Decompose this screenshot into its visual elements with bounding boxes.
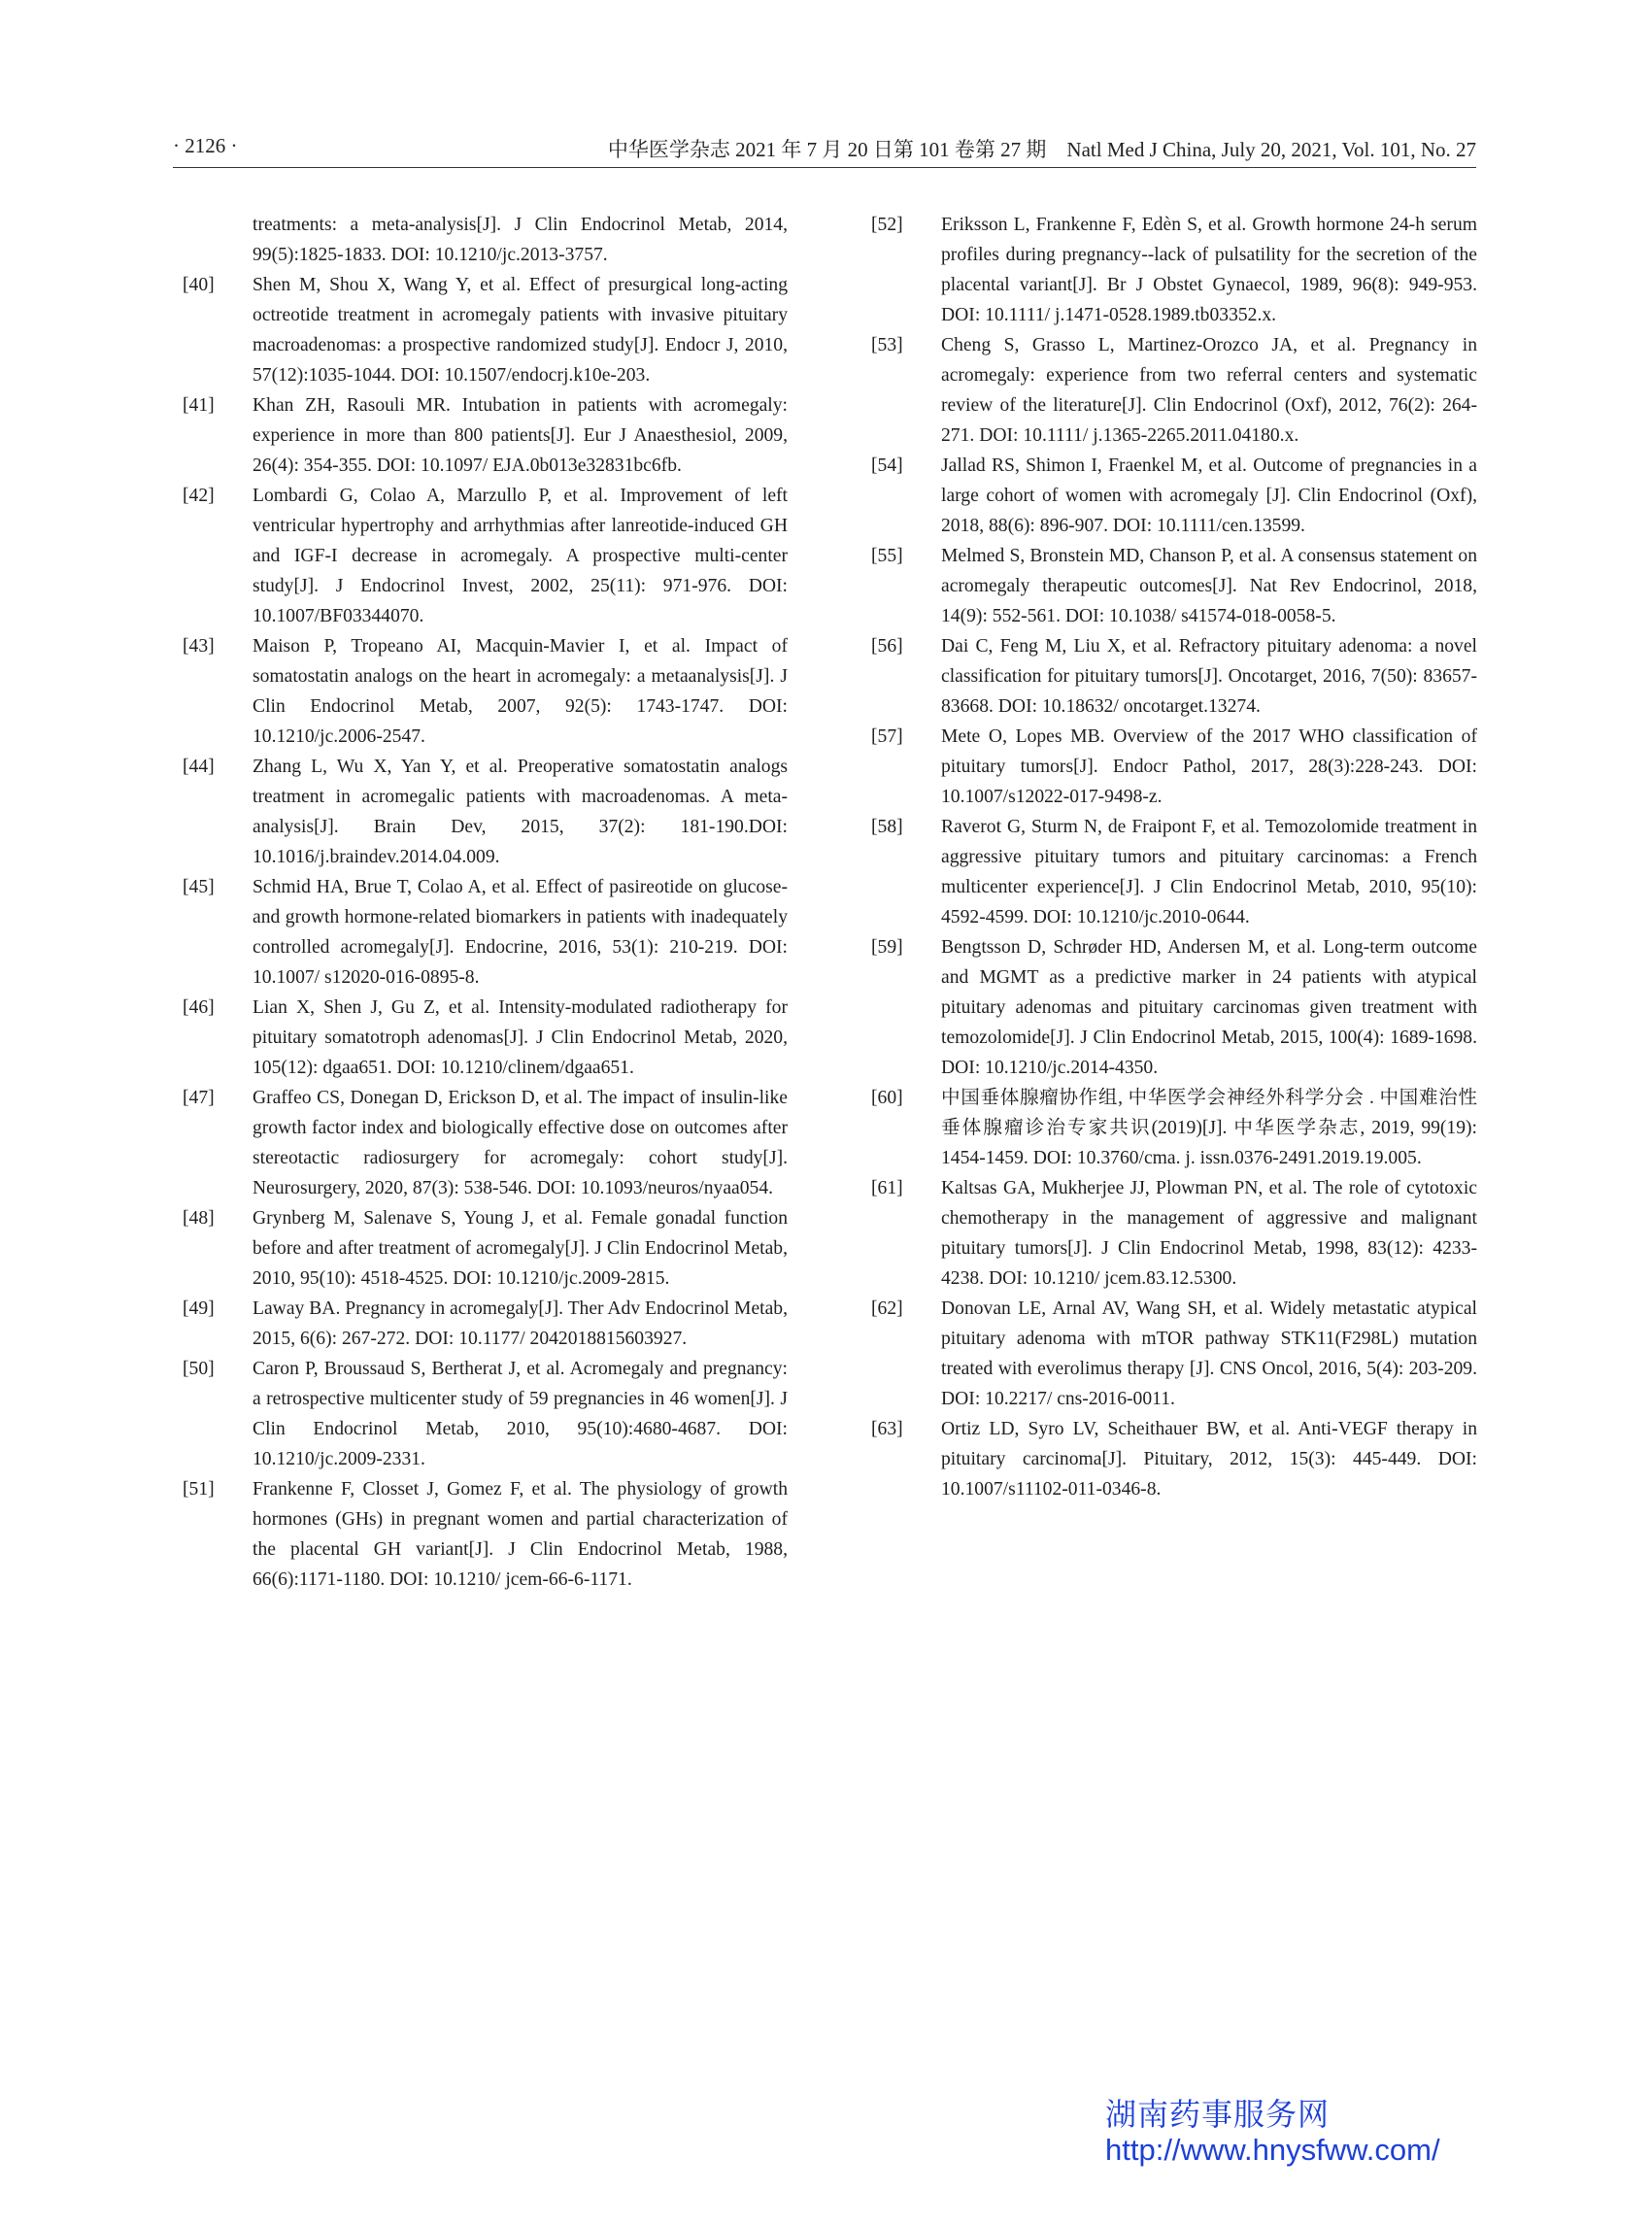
reference-text: Kaltsas GA, Mukherjee JJ, Plowman PN, et al. The role of cytotoxic chemotherapy in the management of aggressive and malignant pituitary tumors[J]. J Clin Endocrinol Metab, 1998, 83(12): 4233-4238. DOI: 10.1210/ jcem.83.12.5300. xyxy=(941,1178,1477,1289)
reference-item xyxy=(183,1083,788,1203)
reference-item xyxy=(183,1294,788,1354)
reference-number: [57] xyxy=(871,726,903,747)
reference-text: Lombardi G, Colao A, Marzullo P, et al. Improvement of left ventricular hypertrophy and arrhythmias after lanreotide-induced GH and IGF-I decrease in acromegaly. A prospective multi-center study[J]. J Endocrinol Invest, 2002, 25(11): 971-976. DOI: 10.1007/BF03344070. xyxy=(253,486,788,626)
reference-number: [43] xyxy=(183,636,215,657)
reference-text: Graffeo CS, Donegan D, Erickson D, et al. The impact of insulin-like growth factor index and biologically effective dose on outcomes after stereotactic radiosurgery for acromegaly: cohort study[J]. Neurosurgery, 2020, 87(3): 538-546. DOI: 10.1093/neuros/nyaa054. xyxy=(253,1088,788,1198)
reference-number: [51] xyxy=(183,1479,215,1500)
reference-number: [53] xyxy=(871,335,903,355)
reference-item xyxy=(183,481,788,631)
reference-number: [50] xyxy=(183,1359,215,1379)
reference-item xyxy=(183,752,788,872)
reference-item xyxy=(183,270,788,390)
watermark xyxy=(1105,2096,1440,2168)
reference-text: Cheng S, Grasso L, Martinez-Orozco JA, et al. Pregnancy in acromegaly: experience from two referral centers and systematic review of the literature[J]. Clin Endocrinol (Oxf), 2012, 76(2): 264-271. DOI: 10.1111/ j.1365-2265.2011.04180.x. xyxy=(941,335,1477,446)
reference-text: Bengtsson D, Schrøder HD, Andersen M, et al. Long-term outcome and MGMT as a predictive marker in 24 patients with atypical pituitary adenomas and pituitary carcinomas given treatment with temozolomide[J]. J Clin Endocrinol Metab, 2015, 100(4): 1689-1698. DOI: 10.1210/jc.2014-4350. xyxy=(941,937,1477,1078)
reference-text: Dai C, Feng M, Liu X, et al. Refractory pituitary adenoma: a novel classification for pituitary tumors[J]. Oncotarget, 2016, 7(50): 83657-83668. DOI: 10.18632/ oncotarget.13274. xyxy=(941,636,1477,717)
reference-text: Caron P, Broussaud S, Bertherat J, et al. Acromegaly and pregnancy: a retrospective multicenter study of 59 pregnancies in 46 women[J]. J Clin Endocrinol Metab, 2010, 95(10):4680-4687. DOI: 10.1210/jc.2009-2331. xyxy=(253,1359,788,1469)
reference-item xyxy=(871,210,1477,330)
reference-item xyxy=(183,631,788,752)
reference-item xyxy=(871,722,1477,812)
reference-number: [54] xyxy=(871,455,903,476)
reference-item xyxy=(871,1173,1477,1294)
reference-text: Khan ZH, Rasouli MR. Intubation in patients with acromegaly: experience in more than 800 patients[J]. Eur J Anaesthesiol, 2009, 26(4): 354-355. DOI: 10.1097/ EJA.0b013e32831bc6fb. xyxy=(253,395,788,476)
reference-item xyxy=(871,932,1477,1083)
reference-item xyxy=(871,330,1477,451)
reference-item xyxy=(871,1294,1477,1414)
reference-text: Eriksson L, Frankenne F, Edèn S, et al. Growth hormone 24-h serum profiles during pregnancy--lack of pulsatility for the secretion of the placental variant[J]. Br J Obstet Gynaecol, 1989, 96(8): 949-953. DOI: 10.1111/ j.1471-0528.1989.tb03352.x. xyxy=(941,215,1477,325)
reference-item xyxy=(183,1354,788,1474)
reference-item xyxy=(871,541,1477,631)
reference-text: Melmed S, Bronstein MD, Chanson P, et al. A consensus statement on acromegaly therapeutic outcomes[J]. Nat Rev Endocrinol, 2018, 14(9): 552-561. DOI: 10.1038/ s41574-018-0058-5. xyxy=(941,546,1477,626)
reference-number: [47] xyxy=(183,1088,215,1108)
reference-number: [61] xyxy=(871,1178,903,1198)
reference-item xyxy=(183,1474,788,1595)
reference-text: Mete O, Lopes MB. Overview of the 2017 WHO classification of pituitary tumors[J]. Endocr Pathol, 2017, 28(3):228-243. DOI: 10.1007/s12022-017-9498-z. xyxy=(941,726,1477,807)
reference-item xyxy=(183,390,788,481)
reference-item xyxy=(871,631,1477,722)
reference-text: Schmid HA, Brue T, Colao A, et al. Effect of pasireotide on glucose-and growth hormone-related biomarkers in patients with inadequately controlled acromegaly[J]. Endocrine, 2016, 53(1): 210-219. DOI: 10.1007/ s12020-016-0895-8. xyxy=(253,877,788,988)
reference-number: [46] xyxy=(183,997,215,1018)
reference-text: Zhang L, Wu X, Yan Y, et al. Preoperative somatostatin analogs treatment in acromegalic patients with macroadenomas. A meta-analysis[J]. Brain Dev, 2015, 37(2): 181-190.DOI: 10.1016/j.braindev.2014.04.009. xyxy=(253,757,788,867)
reference-number: [40] xyxy=(183,275,215,295)
reference-item xyxy=(871,1083,1477,1173)
reference-text: treatments: a meta-analysis[J]. J Clin Endocrinol Metab, 2014, 99(5):1825-1833. DOI: 10.1210/jc.2013-3757. xyxy=(253,215,788,265)
reference-number: [41] xyxy=(183,395,215,416)
reference-text: Shen M, Shou X, Wang Y, et al. Effect of presurgical long-acting octreotide treatment in acromegaly patients with invasive pituitary macroadenomas: a prospective randomized study[J]. Endocr J, 2010, 57(12):1035-1044. DOI: 10.1507/endocrj.k10e-203. xyxy=(253,275,788,386)
reference-column-right xyxy=(871,210,1477,1504)
reference-item xyxy=(183,872,788,993)
page-header xyxy=(173,132,1476,168)
reference-text: Grynberg M, Salenave S, Young J, et al. Female gonadal function before and after treatment of acromegaly[J]. J Clin Endocrinol Metab, 2010, 95(10): 4518-4525. DOI: 10.1210/jc.2009-2815. xyxy=(253,1208,788,1289)
reference-number: [49] xyxy=(183,1298,215,1319)
reference-number: [59] xyxy=(871,937,903,958)
reference-number: [58] xyxy=(871,817,903,837)
watermark-url: http://www.hnysfww.com/ xyxy=(1105,2133,1440,2167)
reference-text: Donovan LE, Arnal AV, Wang SH, et al. Widely metastatic atypical pituitary adenoma with mTOR pathway STK11(F298L) mutation treated with everolimus therapy [J]. CNS Oncol, 2016, 5(4): 203-209. DOI: 10.2217/ cns-2016-0011. xyxy=(941,1298,1477,1409)
watermark-site-name: 湖南药事服务网 xyxy=(1105,2097,1331,2132)
reference-number: [60] xyxy=(871,1088,903,1108)
journal-citation-line: 中华医学杂志 2021 年 7 月 20 日第 101 卷第 27 期 Natl Med J China, July 20, 2021, Vol. 101, No. 27 xyxy=(607,138,1476,161)
reference-item xyxy=(871,1414,1477,1504)
reference-number: [56] xyxy=(871,636,903,657)
reference-column-left xyxy=(183,210,788,1595)
reference-item xyxy=(871,812,1477,932)
reference-item xyxy=(183,1203,788,1294)
page-number: · 2126 · xyxy=(173,134,238,157)
reference-text: Lian X, Shen J, Gu Z, et al. Intensity-modulated radiotherapy for pituitary somatotroph adenomas[J]. J Clin Endocrinol Metab, 2020, 105(12): dgaa651. DOI: 10.1210/clinem/dgaa651. xyxy=(253,997,788,1078)
reference-number: [62] xyxy=(871,1298,903,1319)
reference-number: [52] xyxy=(871,215,903,235)
reference-item xyxy=(183,993,788,1083)
reference-number: [45] xyxy=(183,877,215,897)
reference-number: [55] xyxy=(871,546,903,566)
reference-item xyxy=(871,451,1477,541)
reference-text: Laway BA. Pregnancy in acromegaly[J]. Ther Adv Endocrinol Metab, 2015, 6(6): 267-272. DOI: 10.1177/ 2042018815603927. xyxy=(253,1298,788,1349)
reference-text: Jallad RS, Shimon I, Fraenkel M, et al. Outcome of pregnancies in a large cohort of women with acromegaly [J]. Clin Endocrinol (Oxf), 2018, 88(6): 896-907. DOI: 10.1111/cen.13599. xyxy=(941,455,1477,536)
reference-text: Frankenne F, Closset J, Gomez F, et al. The physiology of growth hormones (GHs) in pregnant women and partial characterization of the placental GH variant[J]. J Clin Endocrinol Metab, 1988, 66(6):1171-1180. DOI: 10.1210/ jcem-66-6-1171. xyxy=(253,1479,788,1590)
reference-number: [42] xyxy=(183,486,215,506)
reference-text: Maison P, Tropeano AI, Macquin-Mavier I, et al. Impact of somatostatin analogs on the heart in acromegaly: a metaanalysis[J]. J Clin Endocrinol Metab, 2007, 92(5): 1743-1747. DOI: 10.1210/jc.2006-2547. xyxy=(253,636,788,747)
reference-number: [44] xyxy=(183,757,215,777)
reference-number: [63] xyxy=(871,1419,903,1439)
reference-number: [48] xyxy=(183,1208,215,1229)
reference-item xyxy=(183,210,788,270)
reference-text: Ortiz LD, Syro LV, Scheithauer BW, et al. Anti-VEGF therapy in pituitary carcinoma[J]. Pituitary, 2012, 15(3): 445-449. DOI: 10.1007/s11102-011-0346-8. xyxy=(941,1419,1477,1500)
reference-text: 中国垂体腺瘤协作组, 中华医学会神经外科学分会 . 中国难治性垂体腺瘤诊治专家共识(2019)[J]. 中华医学杂志, 2019, 99(19): 1454-1459. DOI: 10.3760/cma. j. issn.0376-2491.2019.19.005. xyxy=(941,1088,1477,1168)
reference-text: Raverot G, Sturm N, de Fraipont F, et al. Temozolomide treatment in aggressive pituitary tumors and pituitary carcinomas: a French multicenter experience[J]. J Clin Endocrinol Metab, 2010, 95(10): 4592-4599. DOI: 10.1210/jc.2010-0644. xyxy=(941,817,1477,927)
